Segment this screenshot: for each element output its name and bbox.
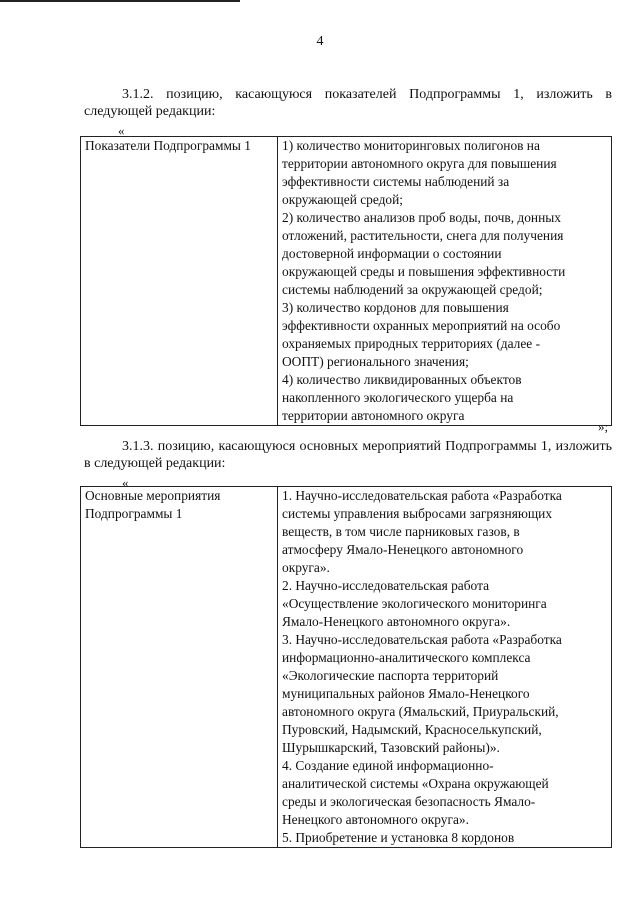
activities-line: аналитической системы «Охрана окружающей (282, 776, 549, 791)
indicators-line: эффективности охранных мероприятий на особо (282, 318, 561, 333)
indicators-line: территории автономного округа для повышения (282, 156, 557, 171)
activities-line: 4. Создание единой информационно- (282, 758, 494, 773)
closing-quote-1: »; (598, 419, 609, 434)
opening-quote-1: « (118, 123, 125, 138)
activities-line: Ямало-Ненецкого автономного округа». (282, 614, 511, 629)
indicators-line: территории автономного округа (282, 408, 465, 423)
activities-line: веществ, в том числе парниковых газов, в (282, 524, 520, 539)
indicators-line: отложений, растительности, снега для получения (282, 228, 564, 243)
indicators-line: 3) количество кордонов для повышения (282, 300, 509, 315)
activities-line: Пуровский, Надымский, Красноселькупский, (282, 722, 542, 737)
activities-line: Ненецкого автономного округа». (282, 812, 469, 827)
page-number: 4 (316, 34, 324, 49)
indicators-line: ООПТ) регионального значения; (282, 354, 469, 369)
activities-line: 2. Научно-исследовательская работа (282, 578, 490, 593)
activities-line: «Осуществление экологического мониторинга (282, 596, 547, 611)
opening-quote-2: « (122, 475, 129, 490)
indicators-line: достоверной информации о состоянии (282, 246, 502, 261)
activities-line: автономного округа (Ямальский, Приуральский, (282, 704, 559, 719)
activities-label: Основные мероприятия Подпрограммы 1 (81, 487, 278, 848)
indicators-line: охраняемых природных территориях (далее - (282, 336, 541, 351)
activities-line: 5. Приобретение и установка 8 кордонов (282, 830, 515, 845)
table-row (81, 137, 612, 426)
activities-line: среды и экологическая безопасность Ямало- (282, 794, 536, 809)
indicators-line: системы наблюдений за окружающей средой; (282, 282, 543, 297)
activities-line: 1. Научно-исследовательская работа «Разработка (282, 488, 562, 503)
activities-line: Шурышкарский, Тазовский районы)». (282, 740, 500, 755)
indicators-line: 1) количество мониторинговых полигонов на (282, 138, 540, 153)
indicators-line: накопленного экологического ущерба на (282, 390, 514, 405)
indicators-line: эффективности системы наблюдений за (282, 174, 510, 189)
section-3-1-2-intro: 3.1.2. позицию, касающуюся показателей Подпрограммы 1, изложить в следующей редакции: (84, 87, 612, 119)
activities-line: информационно-аналитического комплекса (282, 650, 531, 665)
activities-line: муниципальных районов Ямало-Ненецкого (282, 686, 530, 701)
table-row (81, 487, 612, 848)
activities-content (278, 487, 612, 848)
activities-line: «Экологические паспорта территорий (282, 668, 499, 683)
indicators-line: 4) количество ликвидированных объектов (282, 372, 522, 387)
activities-line: 3. Научно-исследовательская работа «Разработка (282, 632, 562, 647)
indicators-line: 2) количество анализов проб воды, почв, донных (282, 210, 561, 225)
activities-table (80, 486, 612, 848)
indicators-line: окружающей средой; (282, 192, 404, 207)
section-3-1-3-intro: 3.1.3. позицию, касающуюся основных мероприятий Подпрограммы 1, изложить в следующей редакции: (84, 439, 612, 471)
indicators-table (80, 136, 612, 426)
top-rule (0, 0, 240, 2)
activities-line: округа». (282, 560, 330, 575)
activities-line: системы управления выбросами загрязняющих (282, 506, 553, 521)
indicators-label: Показатели Подпрограммы 1 (81, 137, 278, 426)
indicators-content (278, 137, 612, 426)
activities-line: атмосферу Ямало-Ненецкого автономного (282, 542, 524, 557)
indicators-line: окружающей среды и повышения эффективности (282, 264, 566, 279)
